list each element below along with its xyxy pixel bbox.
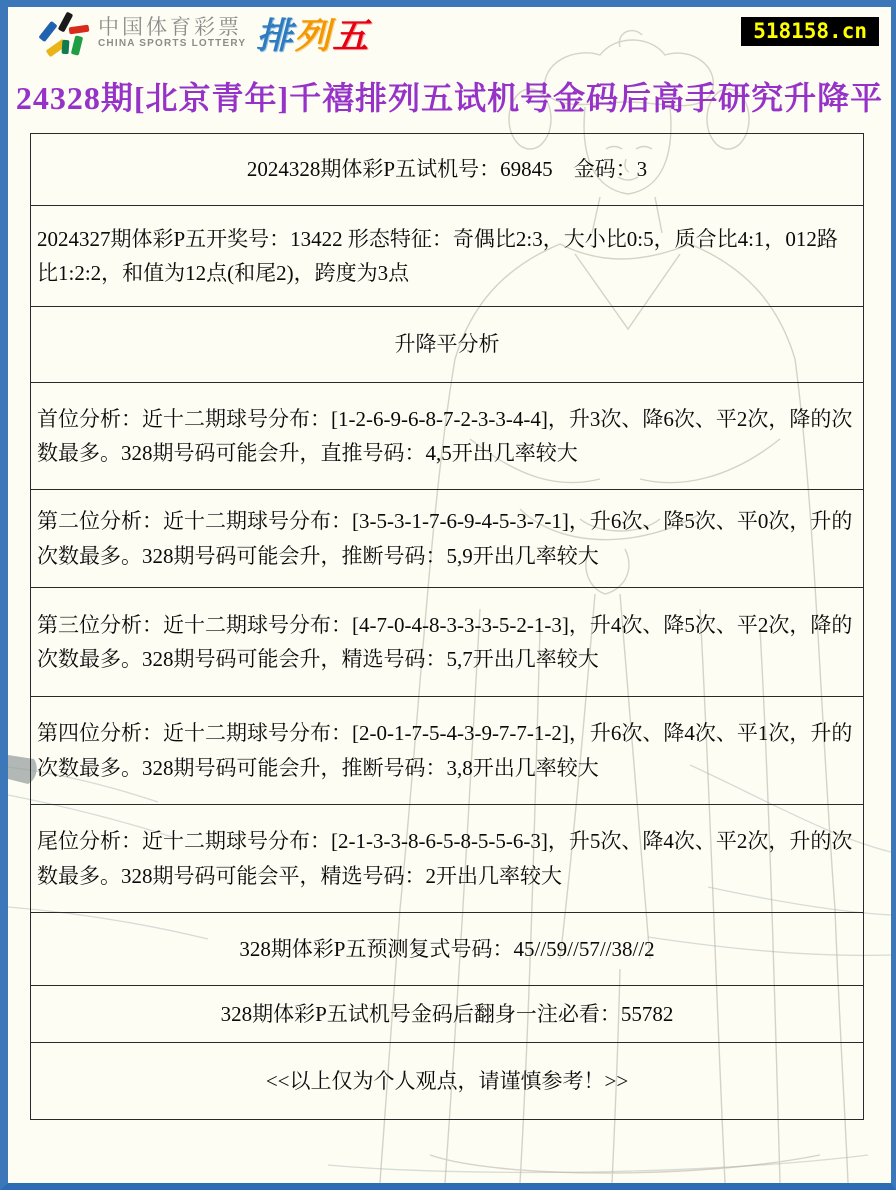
- table-row-pos1-analysis: 首位分析：近十二期球号分布：[1-2-6-9-6-8-7-2-3-3-4-4]，升3次、降6次、平2次，降的次数最多。328期号码可能会升，直推号码：4,5开出几率较大: [31, 383, 863, 490]
- brand-char-pai: 排: [256, 14, 295, 56]
- table-row-shijihao: 2024328期体彩P五试机号：69845 金码：3: [31, 134, 863, 206]
- brand-char-lie: 列: [294, 14, 333, 56]
- table-row-fushi-numbers: 328期体彩P五预测复式号码：45//59//57//38//2: [31, 913, 863, 986]
- logo-cn-name: 中国体育彩票: [98, 15, 242, 39]
- page-title: 24328期[北京青年]千禧排列五试机号金码后高手研究升降平: [15, 80, 884, 116]
- site-url-badge[interactable]: 518158.cn: [741, 17, 879, 46]
- china-sports-lottery-logo[interactable]: [40, 8, 370, 59]
- logo-en-name: CHINA SPORTS LOTTERY: [98, 37, 247, 49]
- table-row-disclaimer: <<以上仅为个人观点，请谨慎参考！>>: [265, 1068, 629, 1093]
- logo-names: [98, 17, 246, 50]
- table-row-pos5-analysis: 尾位分析：近十二期球号分布：[2-1-3-3-8-6-5-8-5-5-6-3]，升5次、降4次、平2次，升的次数最多。328期号码可能会平，精选号码：2开出几率较大: [31, 805, 863, 913]
- table-row-pos2-analysis: 第二位分析：近十二期球号分布：[3-5-3-1-7-6-9-4-5-3-7-1]，升6次、降5次、平0次，升的次数最多。328期号码可能会升，推断号码：5,9开出几率较大: [31, 490, 863, 588]
- sports-lottery-figure-icon: [40, 10, 90, 56]
- brand-pailiewu: [256, 8, 370, 59]
- brand-char-wu: 五: [332, 14, 371, 56]
- table-row-kaijianghao: 2024327期体彩P五开奖号：13422 形态特征：奇偶比2:3，大小比0:5，质合比4:1，012路比1:2:2，和值为12点(和尾2)，跨度为3点: [31, 206, 863, 307]
- table-row-pos3-analysis: 第三位分析：近十二期球号分布：[4-7-0-4-8-3-3-3-5-2-1-3]，升4次、降5次、平2次，降的次数最多。328期号码可能会升，精选号码：5,7开出几率较大: [31, 588, 863, 697]
- site-header: [8, 7, 891, 59]
- analysis-table: [30, 133, 864, 1120]
- table-row-pos4-analysis: 第四位分析：近十二期球号分布：[2-0-1-7-5-4-3-9-7-7-1-2]，升6次、降4次、平1次，升的次数最多。328期号码可能会升，推断号码：3,8开出几率较大: [31, 697, 863, 805]
- table-row-danzhu-number: 328期体彩P五试机号金码后翻身一注必看：55782: [31, 986, 863, 1043]
- table-row-section-title: 升降平分析: [31, 307, 863, 383]
